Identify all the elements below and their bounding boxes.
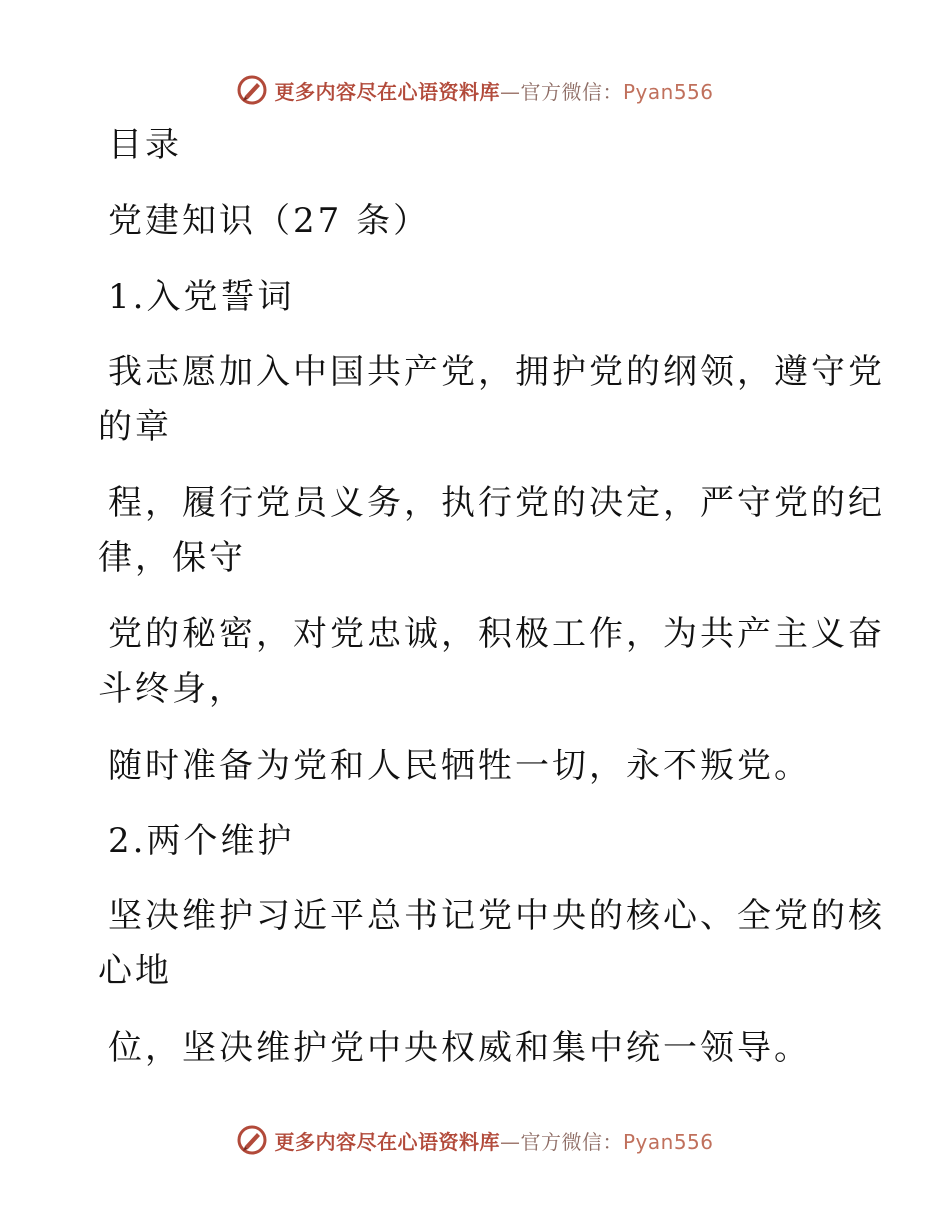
footer-watermark-separator: — — [499, 1129, 521, 1154]
item1-title: 1.入党誓词 — [108, 277, 295, 317]
item1-paragraph-line: 的章 — [98, 407, 172, 447]
toc-heading: 目录 — [108, 125, 182, 165]
footer-watermark — [0, 1120, 950, 1160]
section-title: 党建知识（27 条） — [108, 201, 431, 241]
header-watermark-separator: — — [499, 79, 521, 104]
item1-paragraph-line: 党的秘密，对党忠诚，积极工作，为共产主义奋 — [108, 614, 885, 654]
footer-watermark-text — [274, 1126, 713, 1155]
item1-paragraph-line: 我志愿加入中国共产党，拥护党的纲领，遵守党 — [108, 352, 885, 392]
footer-watermark-wechat-id: Pyan556 — [622, 1129, 714, 1154]
item2-paragraph-line: 心地 — [98, 951, 172, 991]
item2-title: 2.两个维护 — [108, 821, 295, 861]
item1-paragraph-line: 斗终身， — [98, 669, 246, 709]
item1-paragraph-line: 程，履行党员义务，执行党的决定，严守党的纪 — [108, 483, 885, 523]
item2-paragraph-line: 坚决维护习近平总书记党中央的核心、全党的核 — [108, 896, 885, 936]
header-watermark-wechat-id: Pyan556 — [622, 79, 714, 104]
header-watermark-main: 更多内容尽在心语资料库 — [274, 79, 500, 104]
item1-paragraph-line: 随时准备为党和人民牺牲一切，永不叛党。 — [108, 746, 811, 786]
item1-paragraph-line: 律，保守 — [98, 538, 246, 578]
footer-watermark-wechat-label: 官方微信： — [520, 1129, 623, 1154]
footer-watermark-main: 更多内容尽在心语资料库 — [274, 1129, 500, 1154]
pen-logo-icon — [236, 1124, 268, 1156]
header-watermark-wechat-label: 官方微信： — [520, 79, 623, 104]
item2-paragraph-line: 位，坚决维护党中央权威和集中统一领导。 — [108, 1028, 811, 1068]
